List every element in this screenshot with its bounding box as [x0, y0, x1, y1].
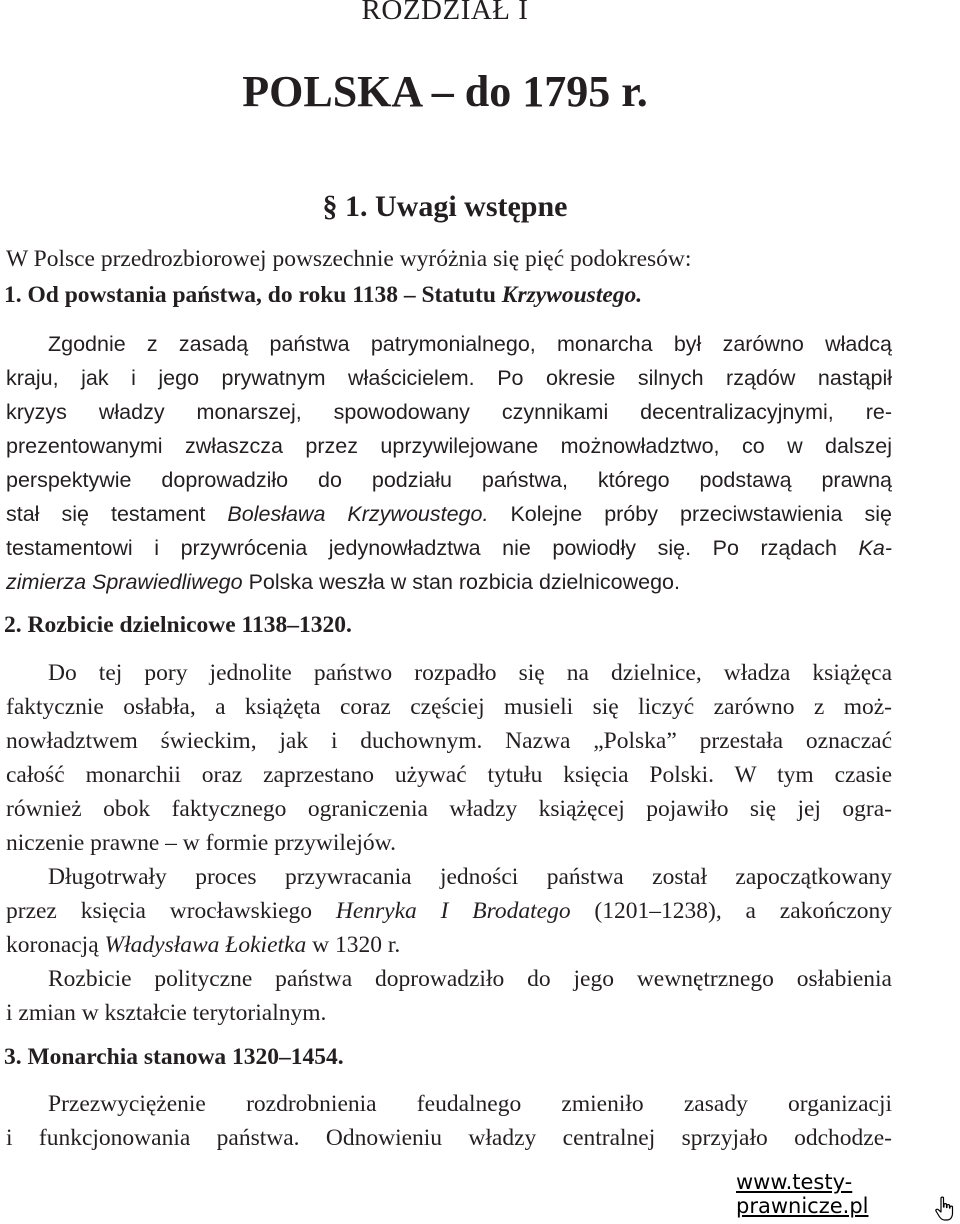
period-2-line: koronacją Władysława Łokietka w 1320 r. [6, 932, 401, 958]
period-1-heading: 1. Od powstania państwa, do roku 1138 – Statutu Krzywoustego. [4, 282, 643, 308]
hand-pointer-icon [934, 1196, 956, 1222]
period-1-line: zimierza Sprawiedliwego Polska weszła w stan rozbicia dzielnicowego. [6, 570, 680, 594]
period-1-line: prezentowanymi zwłaszcza przez uprzywilejowane możnowładztwo, co w dalszej [6, 434, 892, 458]
period-1-line: testamentowi i przywrócenia jedynowładztwa nie powiodły się. Po rządach Ka- [6, 536, 892, 560]
period-2-line: i zmian w kształcie terytorialnym. [6, 1000, 327, 1026]
period-2-line: nowładztwem świeckim, jak i duchownym. Nazwa „Polska” przestała oznaczać [6, 728, 892, 754]
page-title: POLSKA – do 1795 r. [242, 67, 648, 116]
period-2-line: Długotrwały proces przywracania jedności państwa został zapoczątkowany [48, 864, 892, 890]
period-2-line: Do tej pory jednolite państwo rozpadło się na dzielnice, władza książęca [48, 660, 892, 686]
website-link[interactable]: www.testy-prawnicze.pl [736, 1170, 869, 1218]
period-2-line: niczenie prawne – w formie przywilejów. [6, 830, 396, 856]
period-1-line: kryzys władzy monarszej, spowodowany czynnikami decentralizacyjnymi, re- [6, 400, 892, 424]
chapter-label: ROZDZIAŁ I [361, 0, 529, 26]
period-1-line: perspektywie doprowadziło do podziału państwa, którego podstawą prawną [6, 468, 892, 492]
intro-text: W Polsce przedrozbiorowej powszechnie wyróżnia się pięć podokresów: [6, 246, 692, 272]
period-3-line: i funkcjonowania państwa. Odnowieniu władzy centralnej sprzyjało odchodze- [6, 1125, 892, 1151]
period-1-line: Zgodnie z zasadą państwa patrymonialnego, monarcha był zarówno władcą [48, 332, 892, 356]
period-1-line: kraju, jak i jego prywatnym właścicielem. Po okresie silnych rządów nastąpił [6, 366, 892, 390]
period-3-heading: 3. Monarchia stanowa 1320–1454. [4, 1044, 344, 1070]
section-title: § 1. Uwagi wstępne [322, 190, 568, 223]
period-3-line: Przezwyciężenie rozdrobnienia feudalnego zmieniło zasady organizacji [48, 1091, 892, 1117]
period-2-line: również obok faktycznego ograniczenia władzy książęcej pojawiło się jej ogra- [6, 796, 892, 822]
period-2-heading: 2. Rozbicie dzielnicowe 1138–1320. [4, 612, 352, 638]
period-2-line: Rozbicie polityczne państwa doprowadziło do jego wewnętrznego osłabienia [48, 966, 892, 992]
period-2-line: całość monarchii oraz zaprzestano używać tytułu księcia Polski. W tym czasie [6, 762, 892, 788]
period-2-line: przez księcia wrocławskiego Henryka I Brodatego (1201–1238), a zakończony [6, 898, 893, 924]
period-1-line: stał się testament Bolesława Krzywoustego. Kolejne próby przeciwstawienia się [6, 502, 892, 526]
period-2-line: faktycznie osłabła, a książęta coraz częściej musieli się liczyć zarówno z moż- [6, 694, 892, 720]
